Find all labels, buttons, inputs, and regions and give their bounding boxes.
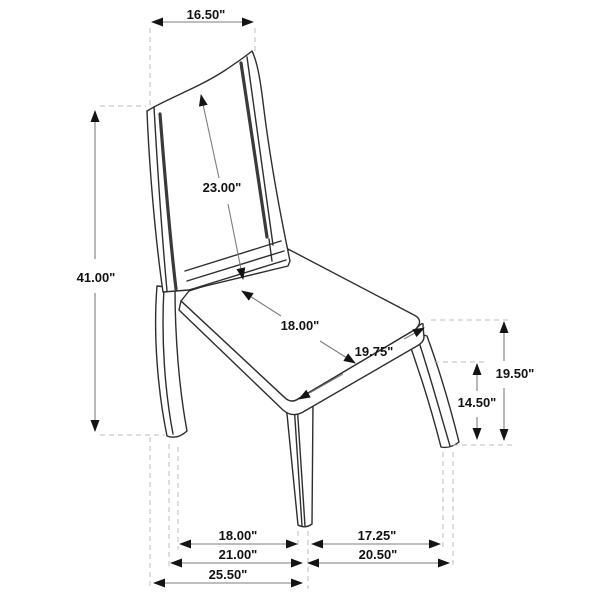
dim-label-front-leg-span: 18.00": [218, 528, 258, 543]
chair-front-leg: [286, 402, 313, 527]
dim-label-seat-width: 19.75": [354, 344, 394, 359]
dim-label-overall-depth: 25.50": [208, 567, 248, 582]
dim-label-back-height: 23.00": [202, 180, 242, 195]
dimension-base-width: [308, 547, 449, 563]
dim-label-top-back-width: 16.50": [186, 7, 226, 22]
dimension-floor-to-apron: [458, 364, 497, 439]
dimension-front-leg-span: [180, 528, 297, 544]
dim-label-seat-depth: 18.00": [280, 318, 320, 333]
dimension-base-depth: [171, 547, 302, 563]
dimension-top-back-width: [152, 7, 253, 22]
dimension-seat-height: [496, 322, 535, 440]
dim-label-back-leg-span: 17.25": [357, 528, 397, 543]
dimension-back-leg-span: [312, 528, 440, 544]
dim-label-overall-height: 41.00": [76, 270, 116, 285]
dim-label-floor-to-apron: 14.50": [457, 395, 497, 410]
dim-label-base-depth: 21.00": [218, 547, 258, 562]
chair-backrest: [147, 51, 290, 292]
dimension-overall-depth: [154, 567, 302, 583]
dim-label-seat-height: 19.50": [495, 366, 535, 381]
dimension-overall-height: [77, 111, 116, 431]
dim-label-base-width: 20.50": [358, 547, 398, 562]
chair-drawing: [147, 51, 459, 527]
